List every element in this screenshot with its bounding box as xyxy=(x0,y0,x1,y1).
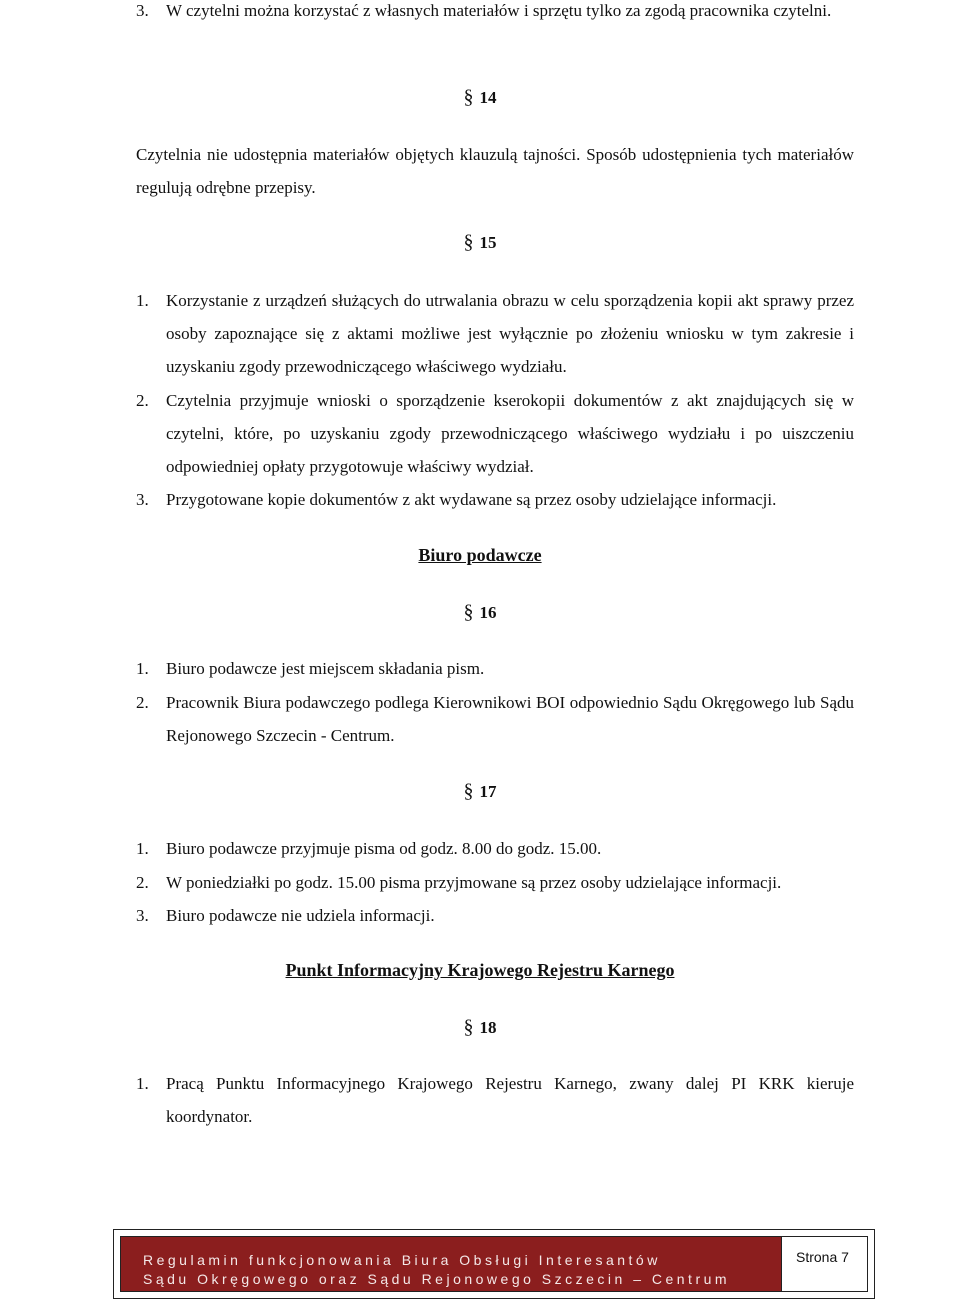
section-14-paragraph: Czytelnia nie udostępnia materiałów objętych klauzulą tajności. Sposób udostępnienia tych materiałów regulują odrębne przepisy. xyxy=(136,145,854,197)
item-number: 3. xyxy=(136,490,149,509)
section-symbol: § xyxy=(463,1016,474,1038)
item-text: W czytelni można korzystać z własnych materiałów i sprzętu tylko za zgodą pracownika czytelni. xyxy=(166,1,832,20)
section-number: 14 xyxy=(479,88,497,107)
section-symbol: § xyxy=(463,86,474,108)
item-text: Biuro podawcze jest miejscem składania pism. xyxy=(166,659,485,678)
item-number: 1. xyxy=(136,291,149,310)
item-number: 2. xyxy=(136,873,149,892)
list-item xyxy=(136,1067,854,1133)
list-item xyxy=(136,899,854,932)
item-text: Biuro podawcze przyjmuje pisma od godz. 8.00 do godz. 15.00. xyxy=(166,839,602,858)
section-symbol: § xyxy=(463,780,474,802)
section-number: 18 xyxy=(479,1018,497,1037)
section-number: 15 xyxy=(479,233,497,252)
list-item xyxy=(136,652,854,685)
section-heading-krk xyxy=(0,960,960,981)
item-number: 2. xyxy=(136,693,149,712)
section-18-mark xyxy=(0,1016,960,1039)
item-text: W poniedziałki po godz. 15.00 pisma przyjmowane są przez osoby udzielające informacji. xyxy=(166,873,782,892)
item-text: Czytelnia przyjmuje wnioski o sporządzenie kserokopii dokumentów z akt znajdujących się w czytelni, które, po uzyskaniu zgody przewodniczącego właściwego wydziału i po uiszczeniu odpowiedniej opłaty przygotowuje właściwy wydział. xyxy=(166,391,854,476)
list-item xyxy=(136,284,854,383)
section-15-mark xyxy=(0,231,960,254)
list-item xyxy=(136,483,854,516)
item-number: 2. xyxy=(136,391,149,410)
page-number: Strona 7 xyxy=(782,1236,868,1292)
list-item xyxy=(136,866,854,899)
footer-title-line-2: Sądu Okręgowego oraz Sądu Rejonowego Szczecin – Centrum xyxy=(143,1271,731,1287)
heading-text: Biuro podawcze xyxy=(418,545,542,565)
page-footer xyxy=(113,1229,875,1299)
list-item xyxy=(136,686,854,752)
section-16-mark xyxy=(0,601,960,624)
item-number: 1. xyxy=(136,1074,149,1093)
section-heading-biuro xyxy=(0,545,960,566)
item-text: Pracą Punktu Informacyjnego Krajowego Rejestru Karnego, zwany dalej PI KRK kieruje koordynator. xyxy=(166,1074,854,1126)
item-text: Przygotowane kopie dokumentów z akt wydawane są przez osoby udzielające informacji. xyxy=(166,490,777,509)
item-text: Biuro podawcze nie udziela informacji. xyxy=(166,906,435,925)
section-number: 16 xyxy=(479,603,497,622)
section-17-mark xyxy=(0,780,960,803)
item-number: 1. xyxy=(136,659,149,678)
item-number: 3. xyxy=(136,906,149,925)
footer-title-line-1: Regulamin funkcjonowania Biura Obsługi Interesantów xyxy=(143,1252,661,1268)
list-item xyxy=(136,384,854,483)
list-item xyxy=(136,0,854,27)
footer-title-band xyxy=(120,1236,782,1292)
item-text: Pracownik Biura podawczego podlega Kierownikowi BOI odpowiednio Sądu Okręgowego lub Sądu Rejonowego Szczecin - Centrum. xyxy=(166,693,854,745)
section-symbol: § xyxy=(463,601,474,623)
item-number: 1. xyxy=(136,839,149,858)
list-item xyxy=(136,832,854,865)
item-text: Korzystanie z urządzeń służących do utrwalania obrazu w celu sporządzenia kopii akt sprawy przez osoby zapoznające się z aktami możliwe jest wyłącznie po złożeniu wniosku w tym zakresie i uzyskaniu zgody przewodniczącego właściwego wydziału. xyxy=(166,291,854,376)
item-number: 3. xyxy=(136,1,149,20)
section-14-mark xyxy=(0,86,960,109)
heading-text: Punkt Informacyjny Krajowego Rejestru Karnego xyxy=(285,960,675,980)
section-symbol: § xyxy=(463,231,474,253)
section-number: 17 xyxy=(479,782,497,801)
